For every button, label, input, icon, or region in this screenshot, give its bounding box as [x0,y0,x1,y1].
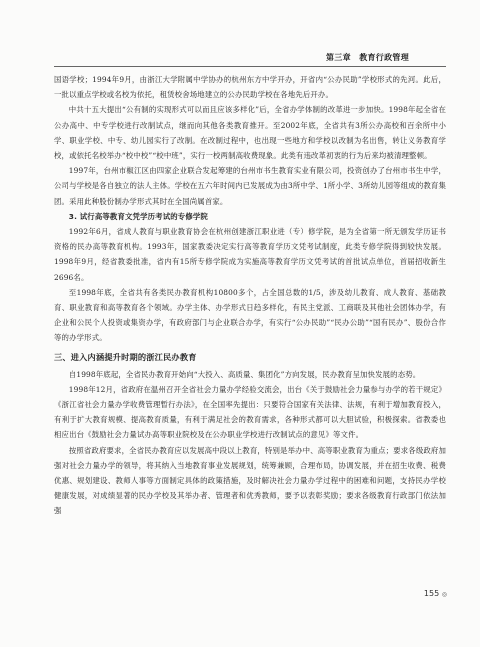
paragraph-5: 至1998年底，全省共有各类民办教育机构10800多个，占全国总数的1/5，涉及幼儿教育、成人教育、基础教育、职业教育和高等教育各个领域。办学主体、办学形式日趋多样化，有民主党派、工商联及其他社会团体办学，有企业和公民个人投资或集资办学，有政府部门与企业联合办学，有实行“公办民助”“民办公助”“国有民办”、股份合作等的办学形式。 [54,287,446,343]
chapter-running-header: 第三章 教育行政管理 [326,53,409,62]
subsection-heading-3: 3. 试行高等教育文凭学历考试的专修学院 [68,211,208,221]
page-number [413,589,447,601]
header-divider [54,66,446,67]
paragraph-1: 国语学校；1994年9月，由浙江大学附属中学协办的杭州东方中学开办，开省内“公办民助”学校形式的先河。此后，一批以重点学校或名校为依托，租赁校舍场地建立的公办民助学校在各地先后开办。 [54,75,446,100]
page-ornament-icon: ◎ [441,591,447,598]
page-body [54,72,446,519]
section-heading-three: 三、进入内涵提升时期的浙江民办教育 [54,351,197,362]
paragraph-7: 1998年12月，省政府在温州召开全省社会力量办学经验交流会，出台《关于鼓励社会力量参与办学的若干规定》《浙江省社会力量办学收费管理暂行办法》，在全国率先提出：只要符合国家有关法律、法规，有利于增加教育投入，有利于扩大教育规模、提高教育质量，有利于满足社会的教育需求，各种形式都可以大胆试验，积极探索。省教委也相应出台《鼓励社会力量试办高等职业院校及在公办职业学校进行改制试点的意见》等文件。 [54,384,446,440]
paragraph-4: 1992年6月，省成人教育与职业教育协会在杭州创建浙江职业进（专）修学院，是为全省第一所无颁发学历证书资格的民办高等教育机构。1993年，国家教委决定实行高等教育学历文凭考试制度，此类专修学院得到较快发展。1998年9月，经省教委批准，省内有15所专修学院成为实施高等教育学历文凭考试的首批试点单位，首届招收新生2696名。 [54,227,446,282]
paragraph-8: 按照省政府要求，全省民办教育应以发展高中段以上教育，特别是举办中、高等职业教育为重点；要求各级政府加强对社会力量办学的领导，将其纳入当地教育事业发展规划，统筹兼顾，合理布局，协调发展，并在招生收费、税费优惠、规划建设、教师人事等方面制定具体的政策措施，及时解决社会力量办学过程中的困难和问题，支持民办学校健康发展，对成绩显著的民办学校及其举办者、管理者和优秀教师，要予以表彰奖励；要求各级教育行政部门依法加强 [54,445,446,516]
paragraph-6: 自1998年底起，全省民办教育开始向“大投入、高质量、集团化”方向发展，民办教育呈加快发展的态势。 [68,369,421,379]
paragraph-3: 1997年，台州市椒江区由四家企业联合发起筹建的台州市书生教育实业有限公司，投资创办了台州市书生中学，公司与学校是各自独立的法人主体。学校在五六年时间内已发展成为由3所中学、1所小学、3所幼儿园等组成的教育集团。采用此种股份制办学形式其时在全国尚属首家。 [54,166,446,206]
page-number-text: 155 [423,589,440,598]
paragraph-2: 中共十五大提出“公有制的实现形式可以而且应该多样化”后，全省办学体制的改革进一步加快。1998年起全省在公办高中、中专学校进行改制试点，继而向其他各类教育推开。至2002年底，全省共有3所公办高校和百余所中小学、职业学校、中专、幼儿园实行了改制。在改制过程中，也出现一些地方和学校以改制为名出售，转让义务教育学校，或依托名校举办“校中校”“校中班”，实行一校两制高收费现象。此类有违改革初衷的行为后来均被清理整顿。 [54,105,446,161]
